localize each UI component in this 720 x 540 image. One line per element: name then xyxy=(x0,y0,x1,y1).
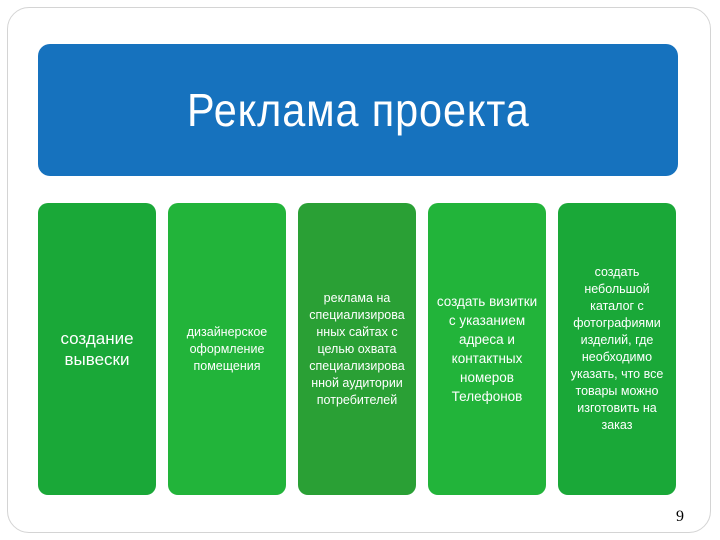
title-banner xyxy=(38,44,678,176)
item-box-web-advertising xyxy=(298,203,416,495)
item-text-business-cards: создать визитки с указанием адреса и контактных номеров Телефонов xyxy=(436,294,538,404)
item-box-signage xyxy=(38,203,156,495)
item-text-signage: создание вывески xyxy=(60,329,134,369)
item-box-catalog xyxy=(558,203,676,495)
item-box-business-cards xyxy=(428,203,546,495)
item-box-interior-design xyxy=(168,203,286,495)
item-text-catalog: создать небольшой каталог с фотографиями изделий, где необходимо указать, что все товары можно изготовить на заказ xyxy=(570,265,664,432)
item-text-web-advertising: реклама на специализирова нных сайтах с целью охвата специализирова нной аудитории потребителей xyxy=(309,290,405,407)
slide-title: Реклама проекта xyxy=(186,84,530,136)
item-text-interior-design: дизайнерское оформление помещения xyxy=(186,324,268,373)
page-number: 9 xyxy=(676,508,684,525)
